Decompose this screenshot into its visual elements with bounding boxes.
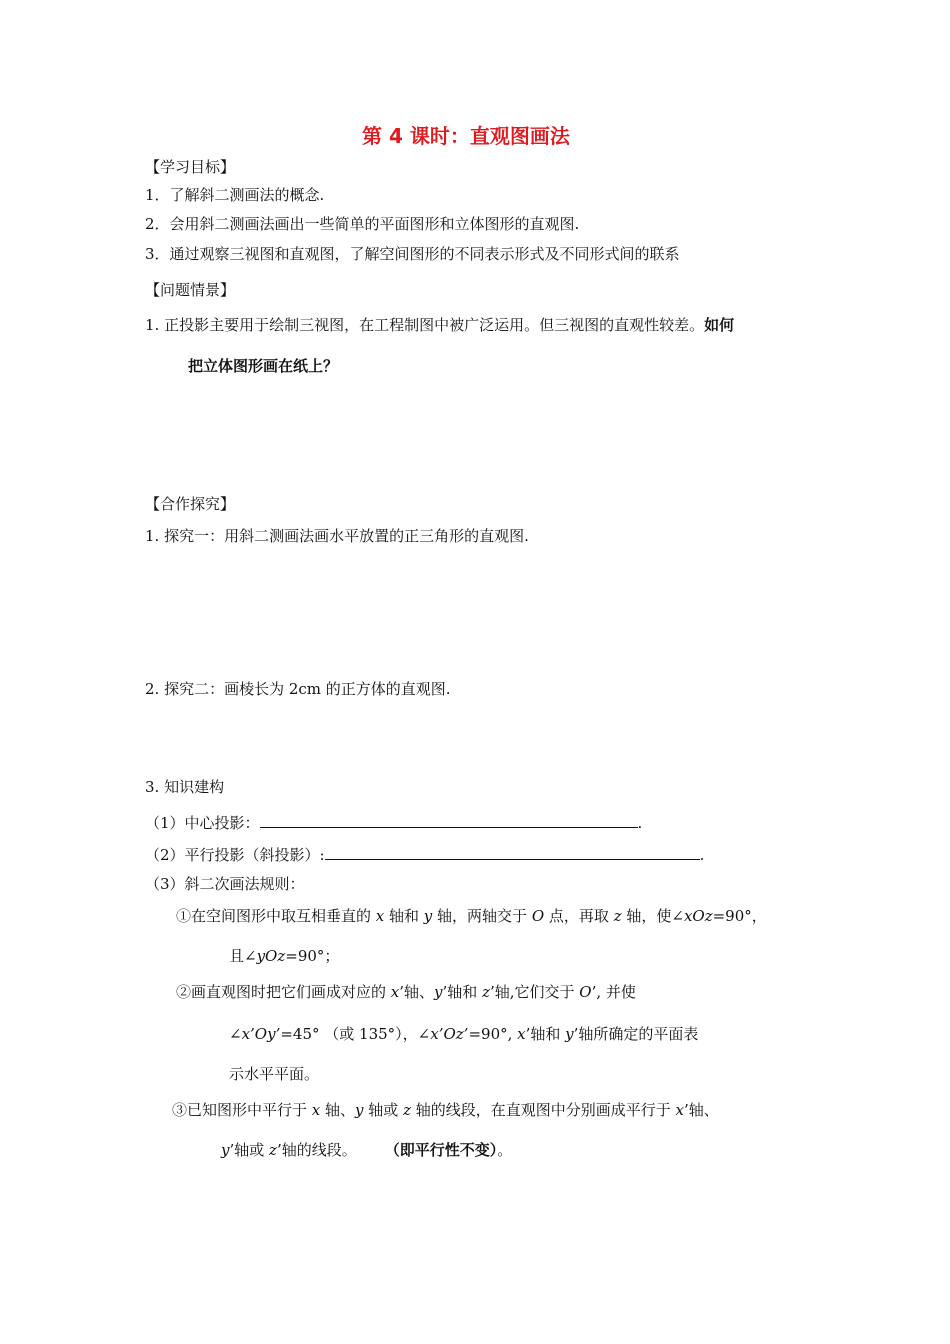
var-y: y: [221, 1141, 230, 1159]
var-y: y: [423, 907, 433, 925]
var-o: O: [531, 907, 545, 925]
rule-text: ②画直观图时把它们画成对应的: [176, 983, 391, 1001]
scenario-bold-text: 如何: [704, 316, 735, 334]
rule-3-line-2: [221, 1140, 512, 1160]
rule-text: ’轴和: [442, 983, 483, 1001]
rule-text: =90°,: [468, 1025, 518, 1043]
var-z: z: [269, 1141, 277, 1159]
var-yoz: yOz: [256, 947, 286, 965]
var-xoy: x’Oy’: [241, 1025, 281, 1043]
parallel-invariance-note: （即平行性不变）: [384, 1141, 498, 1159]
var-z: z: [613, 907, 622, 925]
rule-text: =90°；: [285, 947, 340, 965]
var-xoz: xOz: [683, 907, 713, 925]
var-x: x: [375, 907, 385, 925]
rule-text: 轴、: [320, 1101, 356, 1119]
explore-item-2: 2. 探究二：画棱长为 2cm 的正方体的直观图.: [145, 680, 451, 698]
rule-2-line-2: [229, 1024, 698, 1044]
rule-2-line-3: 示水平平面。: [229, 1065, 320, 1083]
rule-text: 且∠: [229, 947, 257, 965]
rule-text: ’轴、: [399, 983, 435, 1001]
central-projection-blank[interactable]: [260, 813, 638, 828]
var-x: x: [517, 1025, 526, 1043]
var-xoz: x’Oz’: [430, 1025, 469, 1043]
var-y: y: [355, 1101, 364, 1119]
rule-text: ’轴、: [683, 1101, 719, 1119]
var-x: x: [311, 1101, 321, 1119]
period: .: [637, 814, 643, 832]
goal-item: 1．了解斜二测画法的概念.: [145, 186, 325, 204]
rule-text: 轴和: [384, 907, 424, 925]
explore-item-1: 1. 探究一：用斜二测画法画水平放置的正三角形的直观图.: [145, 527, 529, 545]
parallel-projection-line: [145, 845, 704, 865]
rule-text: ’轴或: [229, 1141, 270, 1159]
var-z: z: [482, 983, 490, 1001]
rule-text: 轴，两轴交于: [432, 907, 532, 925]
rule-1-line-2: [229, 946, 339, 966]
goal-item: 3．通过观察三视图和直观图，了解空间图形的不同表示形式及不同形式间的联系: [145, 245, 680, 263]
rule-text: =90°，: [712, 907, 767, 925]
page-title: 第 4 课时：直观图画法: [362, 124, 570, 148]
rule-text: ’轴所确定的平面表: [573, 1025, 699, 1043]
var-z: z: [403, 1101, 411, 1119]
goal-item: 2．会用斜二测画法画出一些简单的平面图形和立体图形的直观图.: [145, 215, 580, 233]
central-projection-label: （1）中心投影：: [145, 814, 260, 832]
var-y: y: [565, 1025, 574, 1043]
rule-text: 点，再取: [544, 907, 614, 925]
parallel-projection-blank[interactable]: [325, 845, 700, 860]
rule-text: ∠: [229, 1025, 242, 1043]
scenario-heading: 【问题情景】: [145, 281, 236, 299]
explore-heading: 【合作探究】: [145, 495, 236, 513]
scenario-question: 把立体图形画在纸上？: [188, 357, 339, 375]
goals-heading: 【学习目标】: [145, 158, 236, 176]
scenario-text: 1. 正投影主要用于绘制三视图，在工程制图中被广泛运用。但三视图的直观性较差。: [145, 316, 705, 334]
rule-text: 。: [497, 1141, 513, 1159]
var-x: x: [675, 1101, 684, 1119]
rule-text: 轴的线段，在直观图中分别画成平行于: [410, 1101, 676, 1119]
rule-3: [172, 1100, 719, 1120]
oblique-rules-heading: （3）斜二次画法规则：: [145, 875, 305, 893]
rule-text: 轴或: [363, 1101, 404, 1119]
scenario-paragraph: [145, 315, 734, 335]
explore-item-3: 3. 知识建构: [145, 778, 225, 796]
rule-2: [176, 982, 636, 1002]
rule-text: ①在空间图形中取互相垂直的: [176, 907, 376, 925]
var-x: x: [390, 983, 400, 1001]
rule-text: ’轴和: [525, 1025, 566, 1043]
rule-text: =45° （或 135°），∠: [280, 1025, 431, 1043]
rule-text: ③已知图形中平行于: [172, 1101, 312, 1119]
central-projection-line: [145, 813, 642, 833]
rule-text: ’, 并使: [591, 983, 636, 1001]
rule-text: ’轴的线段。: [276, 1141, 357, 1159]
period: .: [699, 846, 705, 864]
parallel-projection-label: （2）平行投影（斜投影）:: [145, 846, 325, 864]
rule-text: 轴，使∠: [621, 907, 684, 925]
rule-text: ’轴,它们交于: [489, 983, 580, 1001]
var-y: y: [434, 983, 443, 1001]
var-o: O: [579, 983, 592, 1001]
rule-1: [176, 906, 767, 926]
